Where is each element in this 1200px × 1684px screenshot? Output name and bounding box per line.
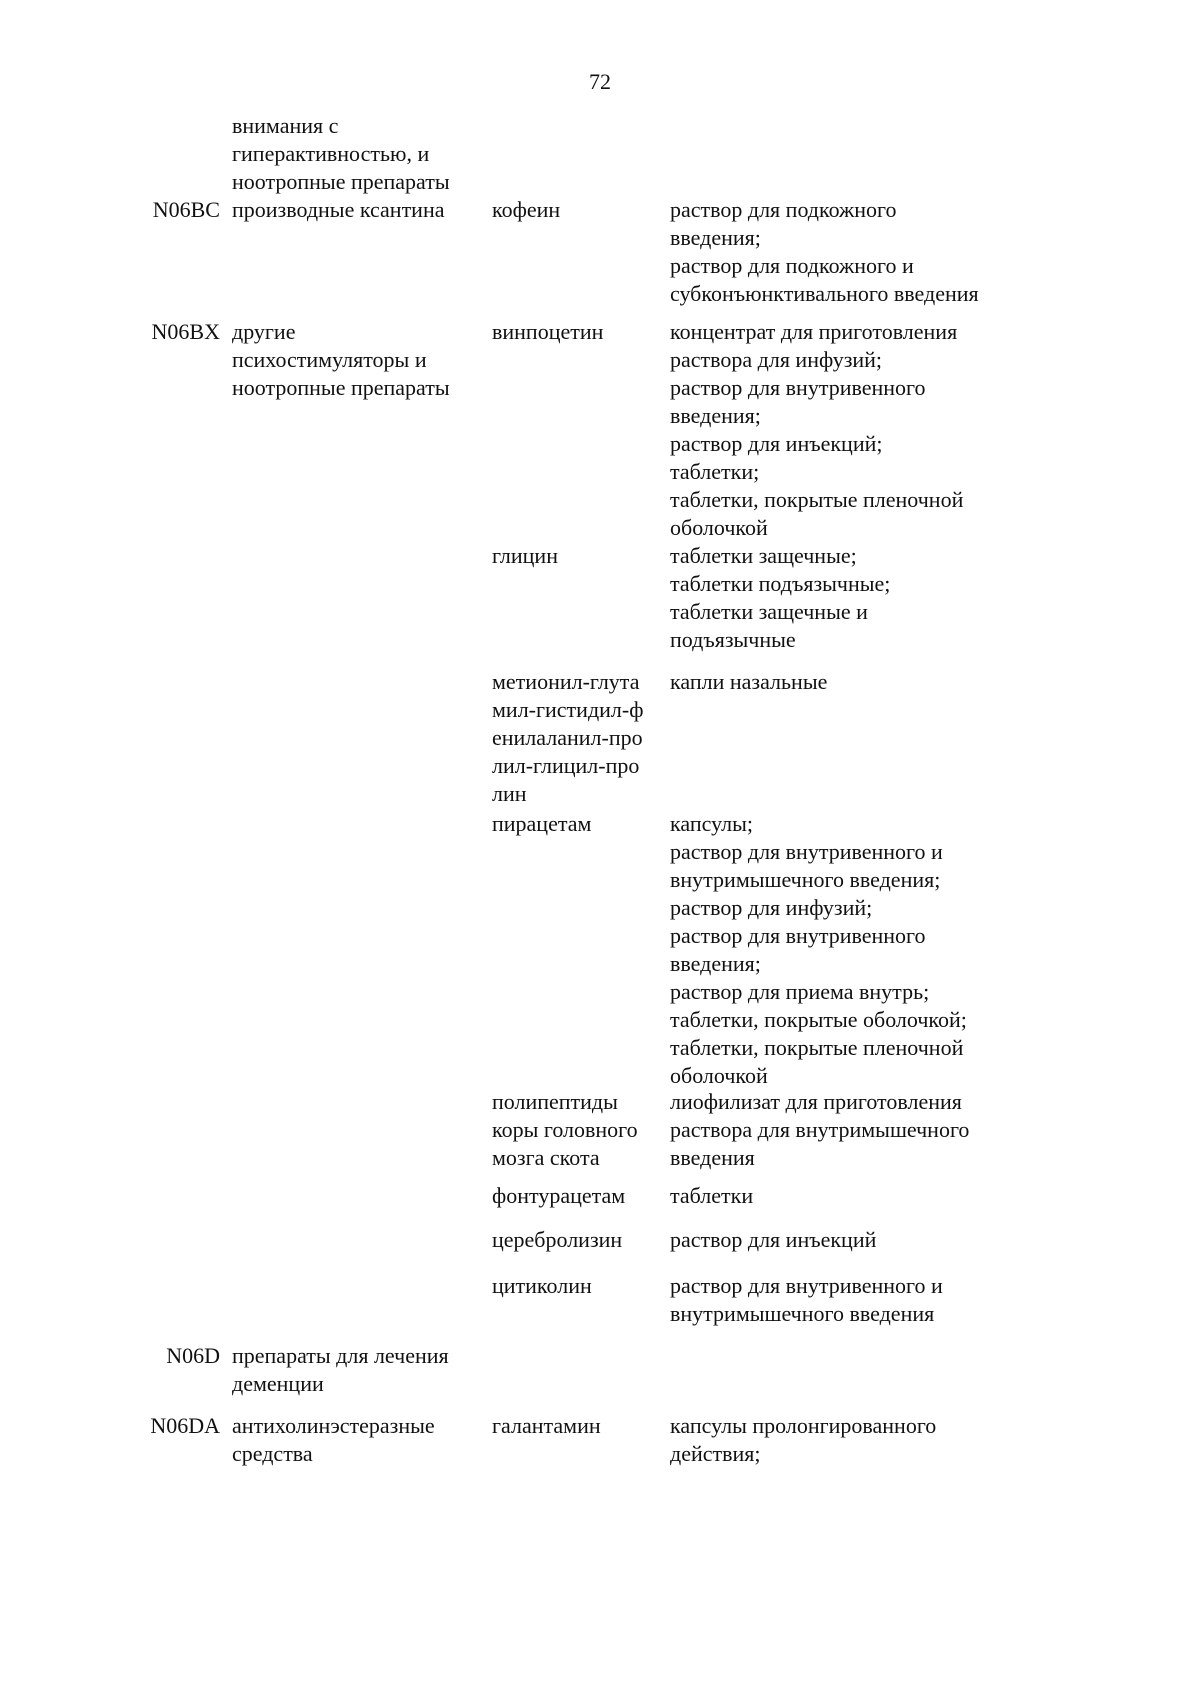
drug-name-line: полипептиды (492, 1089, 618, 1114)
atc-code-text: N06BC (152, 197, 220, 222)
dosage-forms-line: внутримышечного введения (670, 1301, 935, 1326)
atc-code (120, 196, 220, 224)
dosage-forms (670, 196, 1030, 308)
drug-name (492, 542, 662, 570)
dosage-forms-line: раствора для инфузий; (670, 347, 883, 372)
dosage-forms-line: раствор для приема внутрь; (670, 979, 930, 1004)
drug-name-line: метионил-глута (492, 669, 640, 694)
dosage-forms-line: внутримышечного введения; (670, 867, 941, 892)
drug-name-line: енилаланил-про (492, 725, 643, 750)
dosage-forms-line: таблетки (670, 1183, 754, 1208)
dosage-forms-line: капли назальные (670, 669, 828, 694)
drug-name-line: коры головного (492, 1117, 638, 1142)
atc-group (232, 1412, 482, 1468)
drug-name (492, 1226, 662, 1254)
drug-name-line: лин (492, 781, 527, 806)
atc-code (120, 1342, 220, 1370)
dosage-forms (670, 1088, 1030, 1172)
atc-group-line: другие (232, 319, 296, 344)
dosage-forms-line: капсулы; (670, 811, 753, 836)
drug-name (492, 668, 662, 808)
drug-name (492, 196, 662, 224)
atc-code (120, 1412, 220, 1440)
dosage-forms (670, 318, 1030, 542)
continuation-line: ноотропные препараты (232, 169, 450, 194)
drug-name-line: глицин (492, 543, 558, 568)
dosage-forms-line: введения (670, 1145, 755, 1170)
dosage-forms-line: подъязычные (670, 627, 796, 652)
dosage-forms-line: введения; (670, 225, 761, 250)
drug-name-line: фонтурацетам (492, 1183, 626, 1208)
atc-group (232, 1342, 482, 1398)
dosage-forms (670, 542, 1030, 654)
dosage-forms-line: раствор для инъекций (670, 1227, 877, 1252)
page-number: 72 (589, 69, 611, 94)
continuation-line: внимания с (232, 113, 339, 138)
group-continuation (232, 112, 482, 196)
dosage-forms-line: оболочкой (670, 515, 768, 540)
dosage-forms-line: таблетки; (670, 459, 760, 484)
dosage-forms-line: капсулы пролонгированного (670, 1413, 937, 1438)
dosage-forms-line: таблетки, покрытые пленочной (670, 1035, 964, 1060)
drug-name (492, 318, 662, 346)
drug-name (492, 1272, 662, 1300)
dosage-forms-line: раствор для инфузий; (670, 895, 873, 920)
dosage-forms-line: введения; (670, 951, 761, 976)
dosage-forms (670, 1226, 1030, 1254)
dosage-forms-line: раствор для инъекций; (670, 431, 883, 456)
dosage-forms-line: таблетки защечные и (670, 599, 868, 624)
dosage-forms-line: раствор для внутривенного и (670, 1273, 943, 1298)
drug-name-line: мозга скота (492, 1145, 600, 1170)
dosage-forms-line: раствор для внутривенного (670, 923, 926, 948)
dosage-forms-line: концентрат для приготовления (670, 319, 958, 344)
drug-name-line: винпоцетин (492, 319, 604, 344)
dosage-forms-line: раствора для внутримышечного (670, 1117, 970, 1142)
drug-name (492, 1088, 662, 1172)
atc-group-line: производные ксантина (232, 197, 445, 222)
drug-name-line: пирацетам (492, 811, 592, 836)
drug-name-line: церебролизин (492, 1227, 623, 1252)
dosage-forms-line: таблетки подъязычные; (670, 571, 891, 596)
dosage-forms-line: раствор для подкожного и (670, 253, 914, 278)
atc-group-line: средства (232, 1441, 313, 1466)
dosage-forms-line: оболочкой (670, 1063, 768, 1088)
atc-group-line: ноотропные препараты (232, 375, 450, 400)
drug-name (492, 1182, 662, 1210)
dosage-forms-line: раствор для подкожного (670, 197, 897, 222)
dosage-forms (670, 1412, 1030, 1468)
atc-group-line: деменции (232, 1371, 324, 1396)
atc-code-text: N06BX (151, 319, 220, 344)
dosage-forms-line: таблетки, покрытые пленочной (670, 487, 964, 512)
atc-group-line: психостимуляторы и (232, 347, 427, 372)
atc-code-text: N06DA (150, 1413, 220, 1438)
atc-group (232, 318, 482, 402)
dosage-forms (670, 810, 1030, 1090)
drug-name-line: мил-гистидил-ф (492, 697, 644, 722)
dosage-forms (670, 1272, 1030, 1328)
dosage-forms-line: субконъюнктивального введения (670, 281, 979, 306)
dosage-forms-line: таблетки, покрытые оболочкой; (670, 1007, 967, 1032)
atc-code-text: N06D (166, 1343, 220, 1368)
dosage-forms-line: раствор для внутривенного и (670, 839, 943, 864)
drug-name (492, 1412, 662, 1440)
atc-group-line: антихолинэстеразные (232, 1413, 435, 1438)
drug-name-line: лил-глицил-про (492, 753, 640, 778)
atc-group-line: препараты для лечения (232, 1343, 449, 1368)
atc-group (232, 196, 482, 224)
drug-name-line: галантамин (492, 1413, 601, 1438)
drug-name (492, 810, 662, 838)
drug-name-line: цитиколин (492, 1273, 592, 1298)
dosage-forms-line: таблетки защечные; (670, 543, 857, 568)
dosage-forms-line: введения; (670, 403, 761, 428)
drug-name-line: кофеин (492, 197, 561, 222)
dosage-forms (670, 1182, 1030, 1210)
dosage-forms-line: раствор для внутривенного (670, 375, 926, 400)
dosage-forms-line: действия; (670, 1441, 761, 1466)
continuation-line: гиперактивностью, и (232, 141, 430, 166)
atc-code (120, 318, 220, 346)
dosage-forms-line: лиофилизат для приготовления (670, 1089, 962, 1114)
dosage-forms (670, 668, 1030, 696)
